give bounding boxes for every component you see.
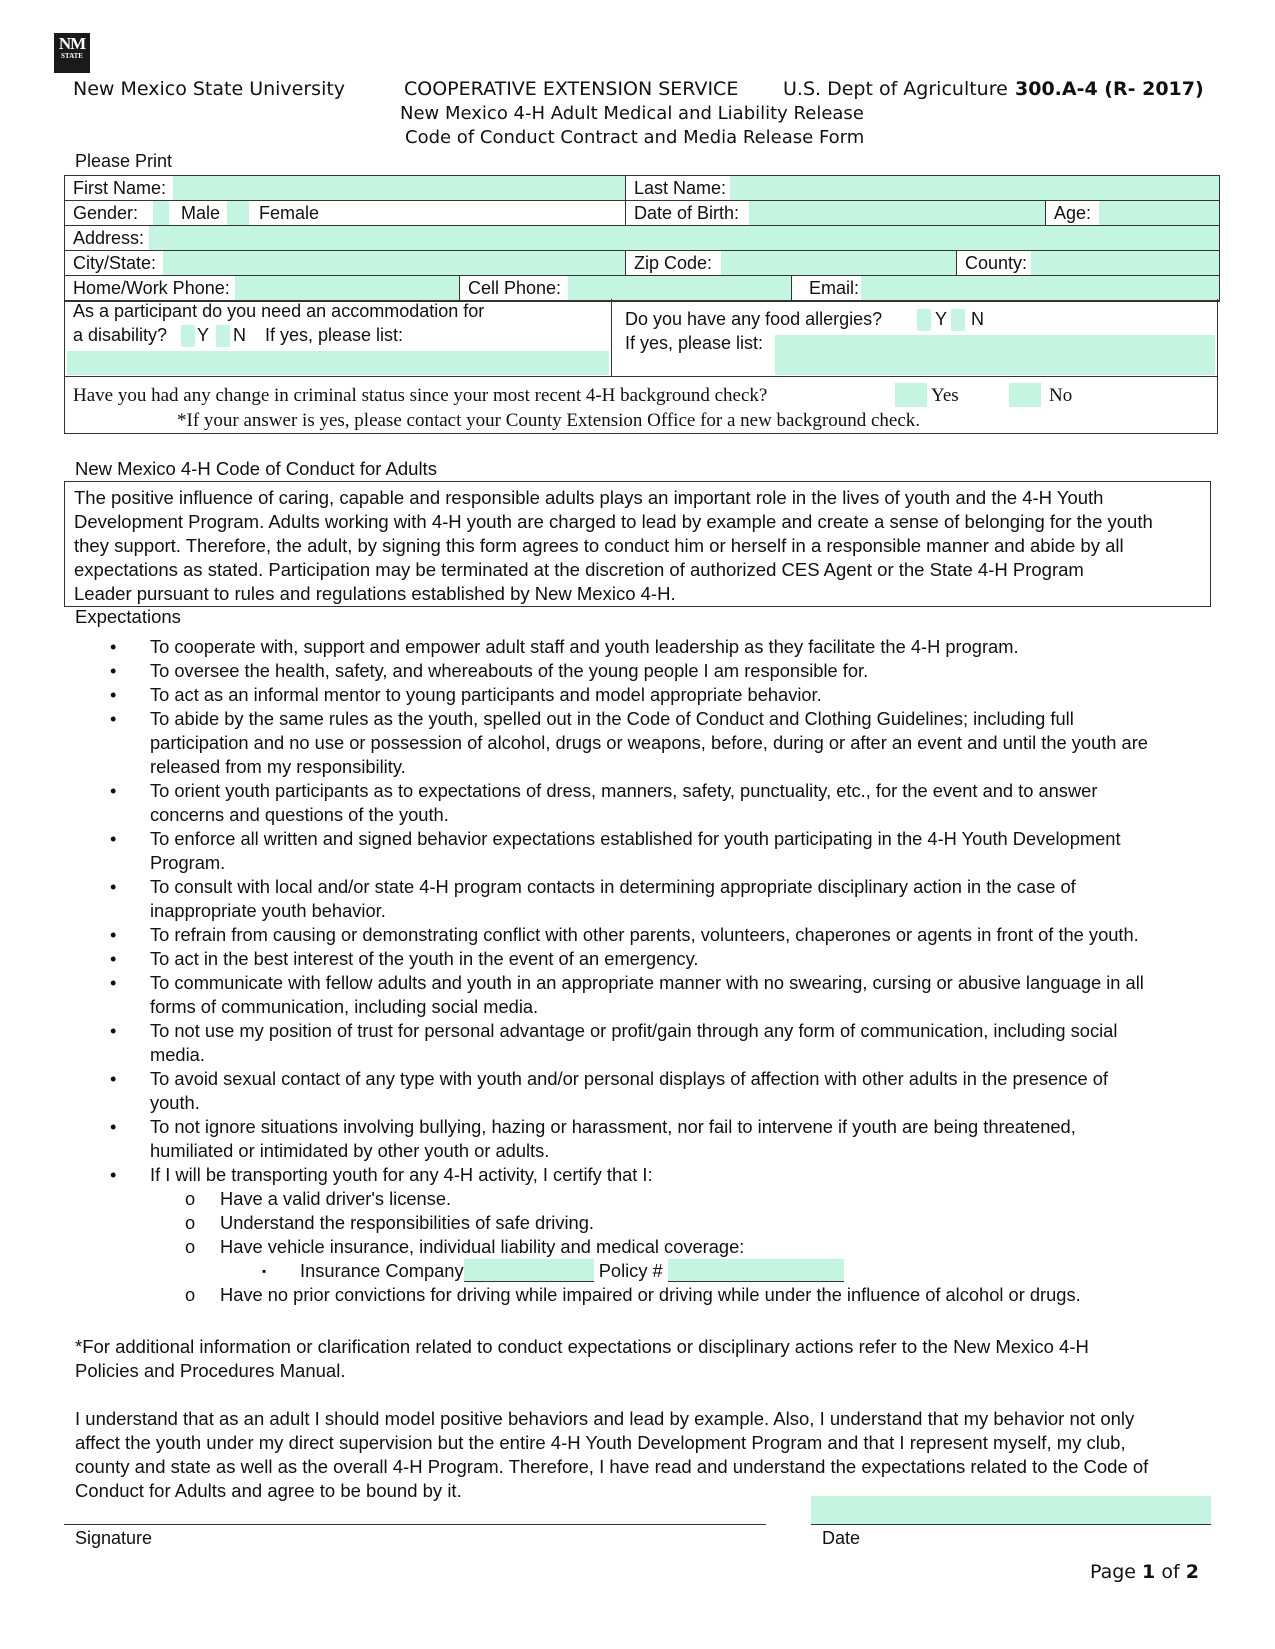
list-item: • If I will be transporting youth for any 4-H activity, I certify that I:: [110, 1164, 653, 1185]
personal-info-form: [64, 175, 1220, 302]
list-item: • To oversee the health, safety, and whereabouts of the young people I am responsible for.: [110, 660, 869, 681]
logo-subtext: STATE: [61, 52, 83, 60]
criminal-status-block: [64, 377, 1218, 434]
list-item: • To orient youth participants as to expectations of dress, manners, safety, punctuality, etc., for the event and to answer concerns and questions of the youth.: [110, 780, 1098, 825]
list-item: • To abide by the same rules as the youth, spelled out in the Code of Conduct and Clothing Guidelines; including full participation and no use or possession of alcohol, drugs or weapons, before, during or after an event and until the youth are released from my responsibility.: [110, 708, 1148, 777]
email-label: Email:: [809, 278, 860, 298]
home-phone-field[interactable]: [235, 276, 459, 300]
date-label: Date: [822, 1528, 861, 1548]
signature-field[interactable]: [64, 1496, 766, 1523]
first-name-field[interactable]: [173, 176, 625, 200]
cell-phone-label: Cell Phone:: [468, 278, 562, 298]
insurance-company-label: Insurance Company: [300, 1260, 464, 1281]
accommodation-question: As a participant do you need an accommodation for: [73, 301, 485, 321]
extension-service: COOPERATIVE EXTENSION SERVICE: [404, 78, 739, 100]
sub-list-item: o Have no prior convictions for driving while impaired or driving while under the influence of alcohol or drugs.: [185, 1284, 1081, 1305]
form-title-line2: Code of Conduct Contract and Media Release Form: [405, 127, 865, 148]
male-checkbox[interactable]: [153, 201, 169, 225]
nmsu-logo: [54, 33, 90, 73]
food-allergies-question: Do you have any food allergies?: [625, 309, 883, 329]
allergies-list-label: If yes, please list:: [625, 333, 764, 353]
accommodation-n-label: N: [233, 325, 246, 345]
list-item: • To refrain from causing or demonstrating conflict with other parents, volunteers, chaperones or agents in front of the youth.: [110, 924, 1139, 945]
form-title-line1: New Mexico 4-H Adult Medical and Liability Release: [400, 103, 864, 124]
expectations-list: [110, 635, 1200, 1307]
email-field[interactable]: [861, 276, 1219, 300]
code-line: The positive influence of caring, capable and responsible adults plays an important role in the lives of youth and the 4-H Youth: [74, 487, 1104, 508]
university-name: New Mexico State University: [73, 78, 346, 100]
allergies-n-label: N: [971, 309, 984, 329]
please-print: Please Print: [75, 151, 173, 171]
criminal-yes-checkbox[interactable]: [895, 383, 927, 407]
insurance-company-field[interactable]: [464, 1259, 594, 1282]
code-of-conduct-heading: New Mexico 4-H Code of Conduct for Adults: [75, 458, 437, 479]
page-number: Page 1 of 2: [1090, 1561, 1199, 1583]
insurance-row: ▪ Insurance Company Policy #: [110, 1259, 1200, 1283]
criminal-status-question: Have you had any change in criminal status since your most recent 4-H background check?: [73, 385, 768, 406]
last-name-field[interactable]: [730, 176, 1219, 200]
age-field[interactable]: [1099, 201, 1219, 225]
code-line: Leader pursuant to rules and regulations established by New Mexico 4-H.: [74, 583, 676, 604]
dob-field[interactable]: [749, 201, 1045, 225]
allergies-n-checkbox[interactable]: [951, 309, 965, 331]
allergies-y-checkbox[interactable]: [917, 309, 931, 331]
last-name-label: Last Name:: [634, 178, 727, 198]
policy-number-field[interactable]: [668, 1259, 844, 1282]
allergies-y-label: Y: [935, 309, 948, 329]
sub-list-item: o Have vehicle insurance, individual liability and medical coverage:: [185, 1236, 745, 1257]
cell-phone-field[interactable]: [568, 276, 791, 300]
accommodation-question-2: a disability?: [73, 325, 168, 345]
accommodation-list-field[interactable]: [67, 351, 609, 375]
accommodation-block: [64, 299, 1218, 377]
age-label: Age:: [1054, 203, 1092, 223]
county-label: County:: [965, 253, 1028, 273]
female-label: Female: [259, 203, 320, 223]
address-label: Address:: [73, 228, 145, 248]
list-item: • To not ignore situations involving bullying, hazing or harassment, nor fail to intervene if youth are being threatened, humiliated or intimidated by other youth or adults.: [110, 1116, 1076, 1161]
male-label: Male: [181, 203, 221, 223]
usda: U.S. Dept of Agriculture: [783, 78, 1008, 100]
code-line: Development Program. Adults working with 4-H youth are charged to lead by example and create a sense of belonging for the youth: [74, 511, 1153, 532]
agreement-paragraph: I understand that as an adult I should model positive behaviors and lead by example. Also, I understand that my behavior not only affect the youth under my direct supervision but the entire 4-H Youth Development Program and that I represent myself, my club, county and state as well as the overall 4-H Program. Therefore, I have read and understand the expectations related to the Code of Conduct for Adults and agree to be bound by it.: [75, 1408, 1149, 1501]
logo-text: NM: [58, 34, 86, 53]
date-field[interactable]: [811, 1496, 1211, 1525]
code-line: expectations as stated. Participation may be terminated at the discretion of authorized CES Agent or the State 4-H Program: [74, 559, 1084, 580]
zip-label: Zip Code:: [634, 253, 713, 273]
city-state-label: City/State:: [73, 253, 157, 273]
home-phone-label: Home/Work Phone:: [73, 278, 230, 298]
list-item: • To communicate with fellow adults and youth in an appropriate manner with no swearing, cursing or abusive language in all forms of communication, including social media.: [110, 972, 1144, 1017]
accommodation-n-checkbox[interactable]: [216, 325, 230, 347]
form-number: 300.A-4 (R- 2017): [1015, 78, 1204, 100]
accommodation-list-label: If yes, please list:: [265, 325, 404, 345]
list-item: • To act in the best interest of the youth in the event of an emergency.: [110, 948, 699, 969]
policy-label: Policy #: [598, 1260, 663, 1281]
list-item: • To enforce all written and signed behavior expectations established for youth participating in the 4-H Youth Development Program.: [110, 828, 1121, 873]
list-item: • To cooperate with, support and empower adult staff and youth leadership as they facilitate the 4-H program.: [110, 636, 1019, 657]
code-line: they support. Therefore, the adult, by signing this form agrees to conduct him or herself in a responsible manner and abide by all: [74, 535, 1124, 556]
expectations-heading: Expectations: [75, 606, 181, 627]
city-state-field[interactable]: [163, 251, 625, 275]
first-name-label: First Name:: [73, 178, 167, 198]
list-item: • To act as an informal mentor to young participants and model appropriate behavior.: [110, 684, 822, 705]
signature-label: Signature: [75, 1528, 153, 1548]
criminal-no-checkbox[interactable]: [1009, 383, 1041, 407]
accommodation-y-label: Y: [197, 325, 210, 345]
zip-field[interactable]: [721, 251, 956, 275]
county-field[interactable]: [1031, 251, 1219, 275]
footnote: *For additional information or clarification related to conduct expectations or disciplinary actions refer to the New Mexico 4-H Policies and Procedures Manual.: [75, 1336, 1089, 1381]
dob-label: Date of Birth:: [634, 203, 740, 223]
sub-list-item: o Understand the responsibilities of safe driving.: [185, 1212, 594, 1233]
code-of-conduct-text: [64, 481, 1211, 607]
list-item: • To consult with local and/or state 4-H program contacts in determining appropriate disciplinary action in the case of inappropriate youth behavior.: [110, 876, 1076, 921]
criminal-no-label: No: [1049, 385, 1073, 406]
allergies-list-field[interactable]: [775, 335, 1215, 375]
list-item: • To not use my position of trust for personal advantage or profit/gain through any form of communication, including social media.: [110, 1020, 1118, 1065]
female-checkbox[interactable]: [227, 201, 249, 225]
gender-label: Gender:: [73, 203, 139, 223]
list-item: • To avoid sexual contact of any type with youth and/or personal displays of affection with other adults in the presence of youth.: [110, 1068, 1108, 1113]
signature-line: [64, 1524, 766, 1525]
criminal-yes-label: Yes: [931, 385, 959, 406]
accommodation-y-checkbox[interactable]: [181, 325, 195, 347]
sub-list-item: o Have a valid driver's license.: [185, 1188, 452, 1209]
criminal-status-note: *If your answer is yes, please contact your County Extension Office for a new background check.: [177, 410, 921, 431]
address-field[interactable]: [149, 226, 1219, 250]
